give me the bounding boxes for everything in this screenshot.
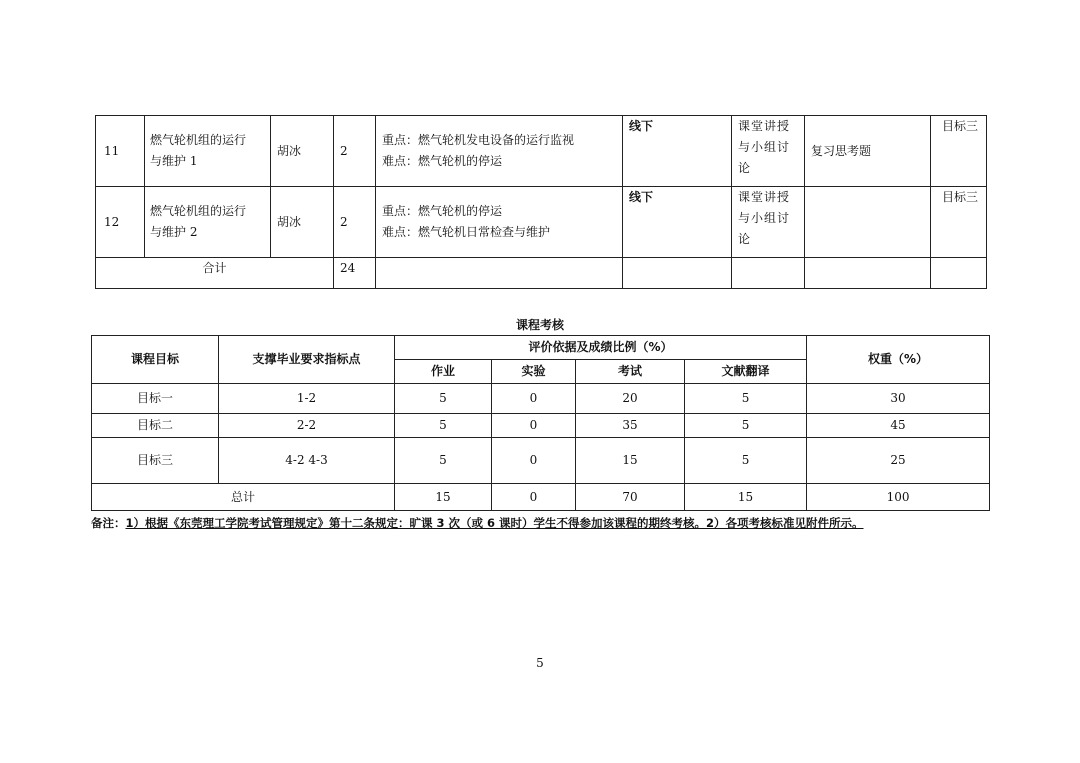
remark-prefix: 备注：: [91, 516, 126, 530]
empty-cell: [376, 258, 623, 289]
weight-cell: 25: [807, 438, 990, 484]
experiment-cell: 0: [492, 438, 576, 484]
goal-cell: 目标二: [92, 414, 219, 438]
schedule-row: [96, 187, 987, 258]
weight-cell: 45: [807, 414, 990, 438]
weight-cell: 100: [807, 484, 990, 511]
translation-cell: 5: [685, 414, 807, 438]
experiment-cell: 0: [492, 484, 576, 511]
lesson-topic: [145, 116, 271, 187]
homework-cell: 5: [395, 438, 492, 484]
lesson-number: 11: [96, 116, 145, 187]
method-line: 论: [738, 232, 752, 246]
header-basis: 评价依据及成绩比例（%）: [395, 336, 807, 360]
hours: 2: [334, 116, 376, 187]
lesson-content: [376, 187, 623, 258]
difficulty: 难点：燃气轮机的停运: [382, 154, 503, 168]
header-homework: 作业: [395, 360, 492, 384]
table-row: [92, 384, 990, 414]
topic-line: 燃气轮机组的运行: [150, 133, 247, 147]
method-line: 课堂讲授: [738, 119, 791, 133]
homework-cell: 15: [395, 484, 492, 511]
goal-cell: 目标一: [92, 384, 219, 414]
teacher: 胡冰: [271, 116, 334, 187]
exam-cell: 20: [576, 384, 685, 414]
topic-line: 燃气轮机组的运行: [150, 204, 247, 218]
teaching-method: [732, 116, 805, 187]
course-goal: 目标三: [931, 187, 987, 258]
schedule-table: [95, 115, 987, 289]
assessment-total-row: [92, 484, 990, 511]
total-label: 合计: [96, 258, 334, 289]
method-line: 与小组讨: [738, 140, 791, 154]
lesson-number: 12: [96, 187, 145, 258]
schedule-total-row: [96, 258, 987, 289]
header-indicator: 支撑毕业要求指标点: [219, 336, 395, 384]
goal-cell: 目标三: [92, 438, 219, 484]
lesson-topic: [145, 187, 271, 258]
topic-line: 与维护 1: [150, 154, 198, 168]
hours: 2: [334, 187, 376, 258]
weight-cell: 30: [807, 384, 990, 414]
key-point: 重点：燃气轮机的停运: [382, 204, 503, 218]
assessment-table: [91, 335, 990, 511]
course-goal: 目标三: [931, 116, 987, 187]
empty-cell: [931, 258, 987, 289]
teaching-mode: 线下: [623, 116, 732, 187]
method-line: 论: [738, 161, 752, 175]
method-line: 与小组讨: [738, 211, 791, 225]
header-experiment: 实验: [492, 360, 576, 384]
indicator-cell: 4-2 4-3: [219, 438, 395, 484]
teaching-method: [732, 187, 805, 258]
method-line: 课堂讲授: [738, 190, 791, 204]
header-goal: 课程目标: [92, 336, 219, 384]
difficulty: 难点：燃气轮机日常检查与维护: [382, 225, 551, 239]
indicator-cell: 1-2: [219, 384, 395, 414]
exam-cell: 35: [576, 414, 685, 438]
assessment-title: 课程考核: [515, 318, 564, 332]
assessment-header-row: [92, 336, 990, 360]
table-row: [92, 438, 990, 484]
homework-cell: 5: [395, 414, 492, 438]
translation-cell: 15: [685, 484, 807, 511]
homework: [805, 187, 931, 258]
homework-cell: 5: [395, 384, 492, 414]
empty-cell: [805, 258, 931, 289]
remark: [91, 515, 991, 531]
total-hours: 24: [334, 258, 376, 289]
lesson-content: [376, 116, 623, 187]
experiment-cell: 0: [492, 414, 576, 438]
indicator-cell: 2-2: [219, 414, 395, 438]
experiment-cell: 0: [492, 384, 576, 414]
teacher: 胡冰: [271, 187, 334, 258]
exam-cell: 15: [576, 438, 685, 484]
teaching-mode: 线下: [623, 187, 732, 258]
table-row: [92, 414, 990, 438]
exam-cell: 70: [576, 484, 685, 511]
header-weight: 权重（%）: [807, 336, 990, 384]
total-label: 总计: [92, 484, 395, 511]
header-exam: 考试: [576, 360, 685, 384]
topic-line: 与维护 2: [150, 225, 198, 239]
remark-text: 1）根据《东莞理工学院考试管理规定》第十二条规定：旷课 3 次（或 6 课时）学生不得参加该课程的期终考核。2）各项考核标准见附件所示。: [125, 516, 864, 530]
empty-cell: [732, 258, 805, 289]
translation-cell: 5: [685, 384, 807, 414]
header-translation: 文献翻译: [685, 360, 807, 384]
empty-cell: [623, 258, 732, 289]
translation-cell: 5: [685, 438, 807, 484]
page-number: 5: [536, 656, 544, 670]
schedule-row: [96, 116, 987, 187]
homework: 复习思考题: [805, 116, 931, 187]
key-point: 重点：燃气轮机发电设备的运行监视: [382, 133, 575, 147]
